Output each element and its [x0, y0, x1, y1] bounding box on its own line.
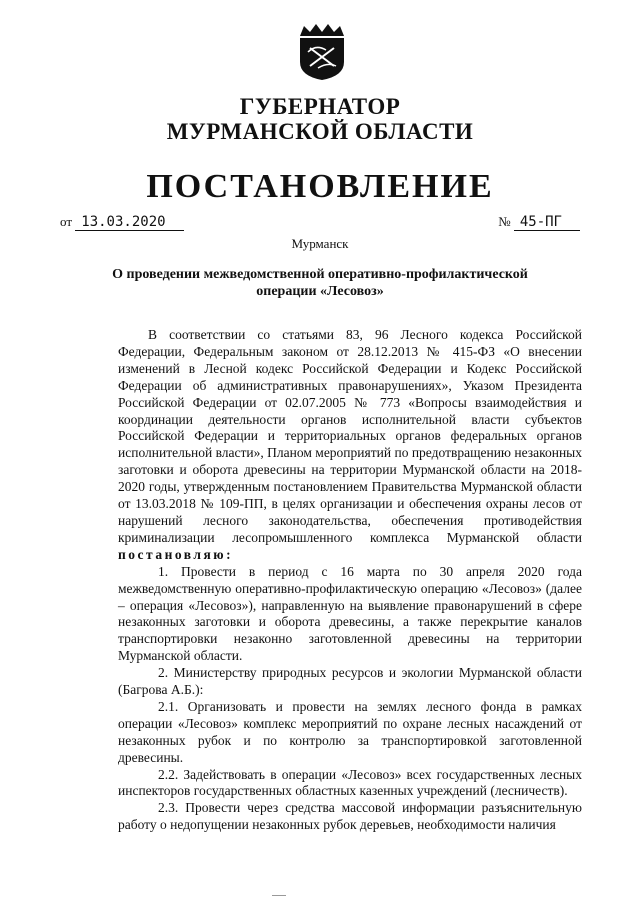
document-date: 13.03.2020 [75, 215, 183, 231]
document-title-line1: О проведении межведомственной оперативно-профилактической [112, 267, 528, 282]
item-2-3: 2.3. Провести через средства массовой информации разъяснительную работу о недопущении незаконных рубок деревьев, необходимости наличия [118, 800, 582, 833]
item-2-2: 2.2. Задействовать в операции «Лесовоз» всех государственных лесных инспекторов государственных областных казенных учреждений (лесничеств). [118, 766, 582, 799]
document-title [110, 266, 530, 300]
date-field [60, 214, 184, 231]
item-2: 2. Министерству природных ресурсов и экологии Мурманской области (Багрова А.Б.): [118, 665, 582, 698]
date-prefix: от [60, 214, 73, 229]
page-edge-mark [272, 895, 286, 896]
number-prefix: № [498, 214, 511, 229]
region-title: МУРМАНСКОЙ ОБЛАСТИ [166, 119, 474, 144]
preamble-paragraph [118, 327, 582, 564]
document-number: 45-ПГ [514, 215, 580, 231]
document-type: ПОСТАНОВЛЕНИЕ [146, 168, 494, 205]
document-body [118, 327, 582, 834]
document-title-line2: операции «Лесовоз» [256, 284, 384, 299]
preamble-text: В соответствии со статьями 83, 96 Лесного кодекса Российской Федерации, Федеральным законом от 28.12.2013 № 415-ФЗ «О внесении изменений в Лесной кодекс Российской Федерации и Кодекс Российской Федерации об административных правонарушениях», Указом Президента Российской Федерации от 02.07.2005 № 773 «Вопросы взаимодействия и координации деятельности органов исполнительной власти субъектов Российской Федерации и территориальных органов федеральных органов исполнительной власти», Планом мероприятий по предотвращению незаконных заготовки и оборота древесины на территории Мурманской области на 2018-2020 годы, утвержденным постановлением Правительства Мурманской области от 13.03.2018 № 109-ПП, в целях организации и обеспечения охраны лесов от нарушений лесного законодательства, обеспечения противодействия криминализации лесопромышленного комплекса Мурманской области [118, 327, 582, 545]
item-1: 1. Провести в период с 16 марта по 30 апреля 2020 года межведомственную оперативно-профилактическую операцию «Лесовоз» (далее – операция «Лесовоз»), направленную на выявление правонарушений в сфере незаконных заготовки и оборота древесины, а также перекрытие каналов транспортировки незаконно заготовленной древесины на территории Мурманской области. [118, 563, 582, 664]
coat-of-arms-icon [296, 22, 348, 82]
decree-word: постановляю: [118, 546, 234, 562]
item-2-1: 2.1. Организовать и провести на землях лесного фонда в рамках операции «Лесовоз» комплекс мероприятий по охране лесных насаждений от незаконных рубок и по контролю за транспортировкой заготовленной древесины. [118, 698, 582, 765]
number-field [498, 214, 580, 231]
governor-title: ГУБЕРНАТОР [239, 94, 401, 119]
city: Мурманск [291, 236, 349, 251]
